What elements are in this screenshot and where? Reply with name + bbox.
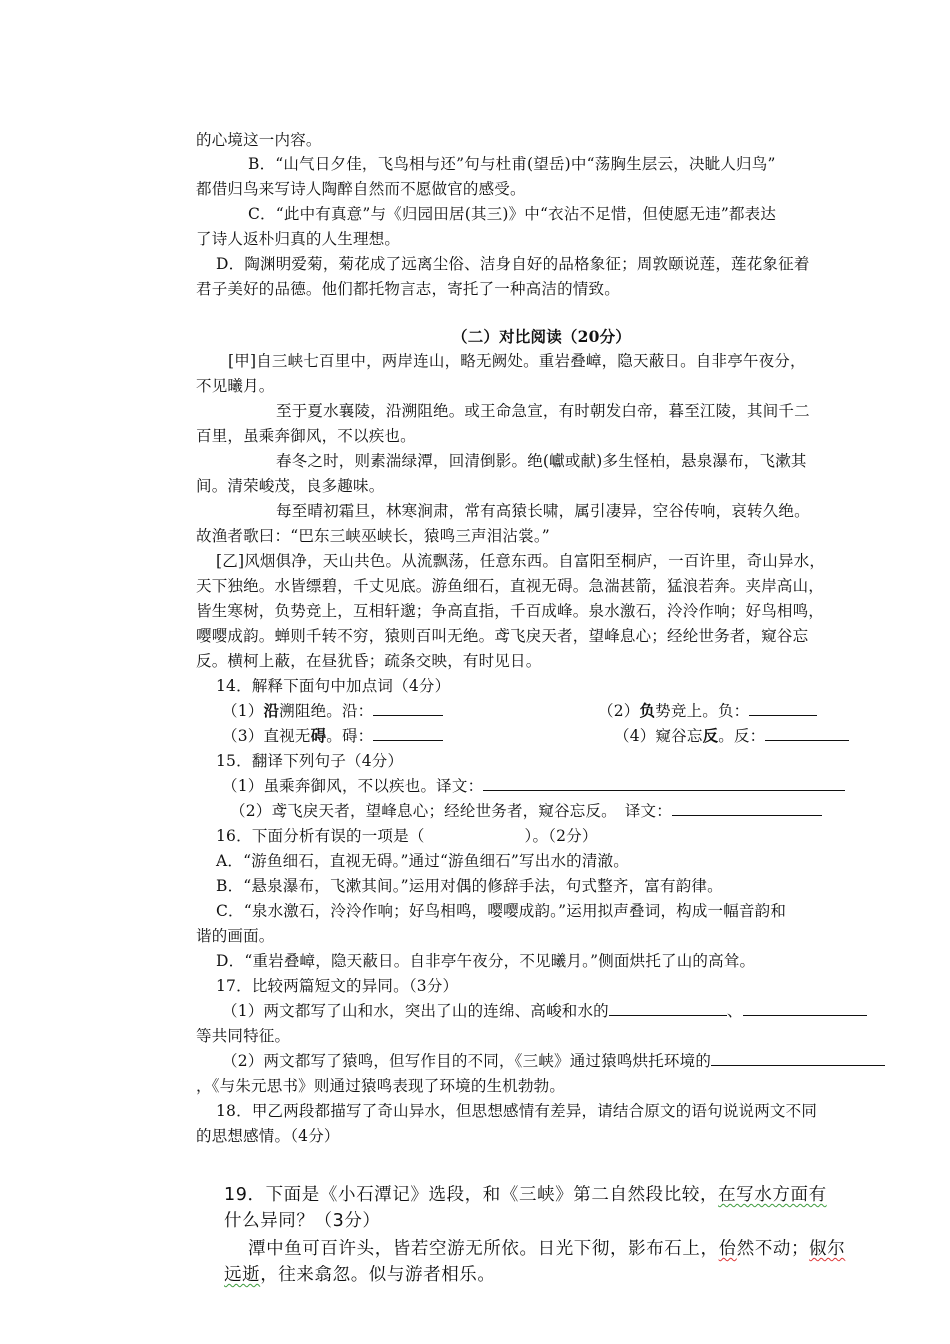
text-line: 君子美好的品德。他们都托物言志，寄托了一种高洁的情致。 [196, 280, 620, 298]
question-19-excerpt: 远逝，往来翕忽。似与游者相乐。 [224, 1265, 496, 1285]
option-b-line: B．“山气日夕佳，飞鸟相与还”句与杜甫(望岳)中“荡胸生层云，决眦人归鸟” [248, 155, 776, 173]
question-14-item-1: （1）沿溯阻绝。沿： [222, 700, 443, 722]
question-19-line: 19．下面是《小石潭记》选段，和《三峡》第二自然段比较，在写水方面有 [224, 1185, 827, 1205]
question-17-item-1: （1）两文都写了山和水，突出了山的连绵、高峻和水的 、 [222, 1000, 867, 1022]
passage-jia-line: 故渔者歌曰：“巴东三峡巫峡长，猿鸣三声泪沾裳。” [196, 527, 550, 545]
passage-yi-line: 天下独绝。水皆缥碧，千丈见底。游鱼细石，直视无碍。急湍甚箭，猛浪若奔。夹岸高山， [196, 577, 825, 595]
answer-blank[interactable] [711, 1050, 885, 1066]
answer-blank[interactable] [373, 700, 443, 716]
text-line: 都借归鸟来写诗人陶醉自然而不愿做官的感受。 [196, 180, 526, 198]
question-14-item-3: （3）直视无碍。碍： [222, 725, 443, 747]
question-17-stem: 17．比较两篇短文的异同。（3分） [216, 977, 459, 995]
question-16-option-c: C．“泉水激石，泠泠作响；好鸟相鸣，嘤嘤成韵。”运用拟声叠词，构成一幅音韵和 [216, 902, 787, 920]
question-14-item-4: （4）窥谷忘反。反： [614, 725, 849, 747]
question-16-option-c-cont: 谐的画面。 [196, 927, 275, 945]
question-16-option-a: A．“游鱼细石，直视无碍。”通过“游鱼细石”写出水的清澈。 [216, 852, 629, 870]
passage-yi-line: 皆生寒树，负势竞上，互相轩邈；争高直指，千百成峰。泉水激石，泠泠作响；好鸟相鸣， [196, 602, 825, 620]
question-16-stem: 16．下面分析有误的一项是（ ）。（2分） [216, 827, 598, 845]
option-c-line: C．“此中有真意”与《归园田居(其三)》中“衣沾不足惜，但使愿无违”都表达 [248, 205, 777, 223]
question-14-stem: 14．解释下面句中加点词（4分） [216, 677, 451, 695]
text-line: 的心境这一内容。 [196, 131, 322, 149]
question-19-line: 什么异同？（3分） [224, 1211, 381, 1231]
question-17-item-1-cont: 等共同特征。 [196, 1027, 291, 1045]
passage-yi-line: 嘤嘤成韵。蝉则千转不穷，猿则百叫无绝。鸢飞戾天者，望峰息心；经纶世务者，窥谷忘 [196, 627, 809, 645]
answer-blank[interactable] [609, 1000, 727, 1016]
passage-jia-line: 不见曦月。 [196, 377, 275, 395]
answer-blank[interactable] [672, 800, 822, 816]
passage-jia-line: 春冬之时，则素湍绿潭，回清倒影。绝(巘或献)多生怪柏，悬泉瀑布，飞漱其 [276, 452, 807, 470]
question-19-excerpt: 潭中鱼可百许头，皆若空游无所依。日光下彻，影布石上，佁然不动；俶尔 [248, 1239, 846, 1259]
passage-jia-line: 每至晴初霜旦，林寒涧肃，常有高猿长啸，属引凄异，空谷传响，哀转久绝。 [276, 502, 810, 520]
question-15-item-2: （2）鸢飞戾天者，望峰息心；经纶世务者，窥谷忘反。 译文： [230, 800, 822, 822]
question-18-line: 18．甲乙两段都描写了奇山异水，但思想感情有差异，请结合原文的语句说说两文不同 [216, 1102, 818, 1120]
question-16-option-d: D．“重岩叠嶂，隐天蔽日。自非亭午夜分，不见曦月。”侧面烘托了山的高耸。 [216, 952, 756, 970]
question-15-item-1: （1）虽乘奔御风，不以疾也。译文： [222, 775, 845, 797]
passage-jia-line: 至于夏水襄陵，沿溯阻绝。或王命急宣，有时朝发白帝，暮至江陵，其间千二 [276, 402, 810, 420]
question-17-item-2-cont: ，《与朱元思书》则通过猿鸣表现了环境的生机勃勃。 [196, 1077, 566, 1095]
question-18-line: 的思想感情。（4分） [196, 1127, 340, 1145]
answer-blank[interactable] [765, 725, 849, 741]
passage-yi-line: 反。横柯上蔽，在昼犹昏；疏条交映，有时见日。 [196, 652, 542, 670]
section-title: （二）对比阅读（20分） [452, 327, 631, 346]
question-16-option-b: B．“悬泉瀑布，飞漱其间。”运用对偶的修辞手法，句式整齐，富有韵律。 [216, 877, 723, 895]
text-line: 了诗人返朴归真的人生理想。 [196, 230, 401, 248]
question-15-stem: 15．翻译下列句子（4分） [216, 752, 404, 770]
passage-jia-line: 间。清荣峻茂，良多趣味。 [196, 477, 385, 495]
passage-jia-line: [甲]自三峡七百里中，两岸连山，略无阙处。重岩叠嶂，隐天蔽日。自非亭午夜分， [228, 352, 806, 370]
answer-blank[interactable] [749, 700, 817, 716]
question-17-item-2: （2）两文都写了猿鸣，但写作目的不同，《三峡》通过猿鸣烘托环境的 [222, 1050, 885, 1072]
question-14-item-2: （2）负势竞上。负： [598, 700, 817, 722]
passage-yi-line: [乙]风烟俱净，天山共色。从流飘荡，任意东西。自富阳至桐庐，一百许里，奇山异水， [216, 552, 826, 570]
passage-jia-line: 百里，虽乘奔御风，不以疾也。 [196, 427, 416, 445]
option-d-line: D．陶渊明爱菊，菊花成了远离尘俗、洁身自好的品格象征；周敦颐说莲，莲花象征着 [216, 255, 810, 273]
answer-blank[interactable] [373, 725, 443, 741]
answer-blank[interactable] [743, 1000, 867, 1016]
answer-blank[interactable] [483, 775, 845, 791]
